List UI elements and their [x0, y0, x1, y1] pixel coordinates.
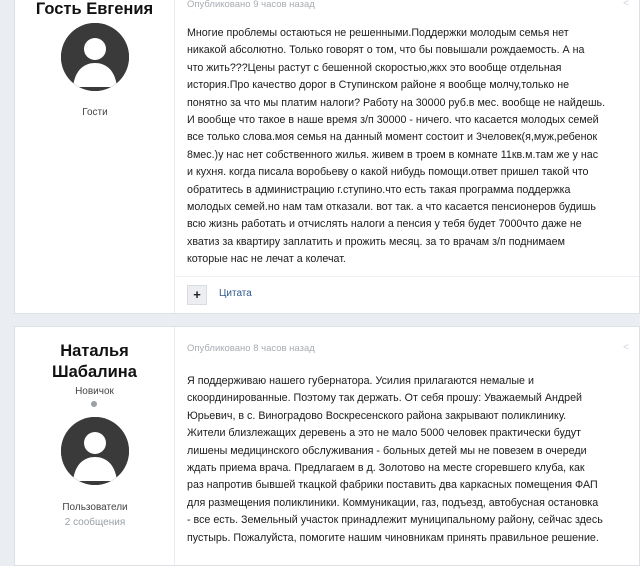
- post-text-line: хватиз за квартиру заплатить и прожить месяц. за то врачам з/п поднимаем: [187, 235, 565, 248]
- post-text-line: история.Про качество дорог в Ступинском районе я вообще молчу,только не: [187, 79, 570, 92]
- post: [14, 0, 640, 314]
- post-text-line: лишены медицинского обслуживания - больных детей мы не повезем в очереди: [187, 444, 587, 457]
- author-rank: Новичок: [75, 386, 114, 397]
- author-name[interactable]: Наталья Шабалина: [52, 342, 137, 381]
- default-user-icon: [61, 23, 129, 91]
- post-text-line: Многие проблемы остаються не решенными.Поддержки молодым семья нет: [187, 27, 569, 39]
- post-text-line: Жители близлежащих деревень а это не мало 5000 человек практически будут: [187, 427, 581, 440]
- post-text-line: никакой абсолютно. Только говорят о том, что бы повышали рождаемость. А на: [187, 44, 585, 57]
- author-group: Пользователи: [62, 502, 128, 513]
- post-footer-divider: [175, 276, 639, 277]
- author-name[interactable]: Гость Евгения: [35, 0, 154, 18]
- post-text-line: 8мес.)у нас нет собственного жилья. живем в троем в комнате 11кв.м.там же у нас: [187, 148, 599, 161]
- avatar[interactable]: [61, 23, 129, 91]
- author-group: Гости: [82, 107, 108, 118]
- author-panel: [15, 0, 175, 313]
- default-user-icon: [61, 417, 129, 485]
- post-text-line: понятно за что мы платим налоги? Работу на 30000 руб.в мес. вообще не найдешь.: [187, 96, 606, 109]
- status-dot-icon: [91, 401, 97, 407]
- avatar[interactable]: [61, 417, 129, 485]
- post-text-line: все только слова.моя семья на данный момент состоит и 3человек(я,муж,ребенок: [187, 131, 598, 144]
- quote-button[interactable]: Цитата: [219, 288, 252, 299]
- post-text-line: ждать приема врача. Предлагаем в д. Золотово на месте сгоревшего клуба, как: [187, 462, 585, 475]
- post-text-line: что жить???Цены растут с бешенной скоростью,жкх это вообще отдельная: [187, 61, 562, 74]
- post-text-line: Я поддерживаю нашего губернатора. Усилия прилагаются немалые и: [187, 375, 534, 387]
- author-panel: [15, 327, 175, 565]
- post-timestamp[interactable]: Опубликовано 9 часов назад: [187, 0, 315, 10]
- share-icon[interactable]: <: [623, 0, 629, 9]
- post-content: [187, 373, 623, 547]
- author-post-count: 2 сообщения: [64, 517, 126, 528]
- post-text-line: Юрьевич, в с. Виноградово Воскресенского района закрывают поликлинику.: [187, 409, 567, 422]
- share-icon[interactable]: <: [623, 342, 629, 353]
- post-text-line: скоординированные. Поэтому так держать. От себя прошу: Уважаемый Андрей: [187, 392, 582, 405]
- post-text-line: для размещения поликлиники. Коммуникации, газ, подъезд, автобусная остановка: [187, 496, 599, 509]
- post-text-line: И вообще что такое в наше время з/п 30000 - ничего. что касается молодых семей: [187, 114, 599, 127]
- post-text-line: молодых семей.но нам там отказали. вот так. а что касается пенсионеров будишь: [187, 201, 596, 214]
- post-text-line: всю жизнь работать и отчислять налоги а пенсия у тебя будет 7000что даже не: [187, 218, 582, 231]
- post-content: [187, 25, 623, 269]
- post: [14, 326, 640, 566]
- post-text-line: раз напротив бывшей ткацкой фабрики поставить два каркасных помещения ФАП: [187, 479, 598, 492]
- post-text-line: которые нас не лечат а колечат.: [187, 253, 346, 266]
- post-text-line: - все есть. Земельный участок принадлежит муниципальному району, сейчас здесь: [187, 514, 603, 527]
- post-timestamp[interactable]: Опубликовано 8 часов назад: [187, 343, 315, 354]
- post-text-line: и кухня. когда писала воробьеву о какой нибудь помощи.ответ пришел такой что: [187, 166, 589, 179]
- multiquote-button[interactable]: +: [187, 285, 207, 305]
- post-text-line: обратитесь в администрацию г.ступино.что есть такая программа поддержка: [187, 183, 571, 196]
- post-text-line: пустырь. Пожалуйста, помогите нашим чиновникам принять правильное решение.: [187, 531, 599, 544]
